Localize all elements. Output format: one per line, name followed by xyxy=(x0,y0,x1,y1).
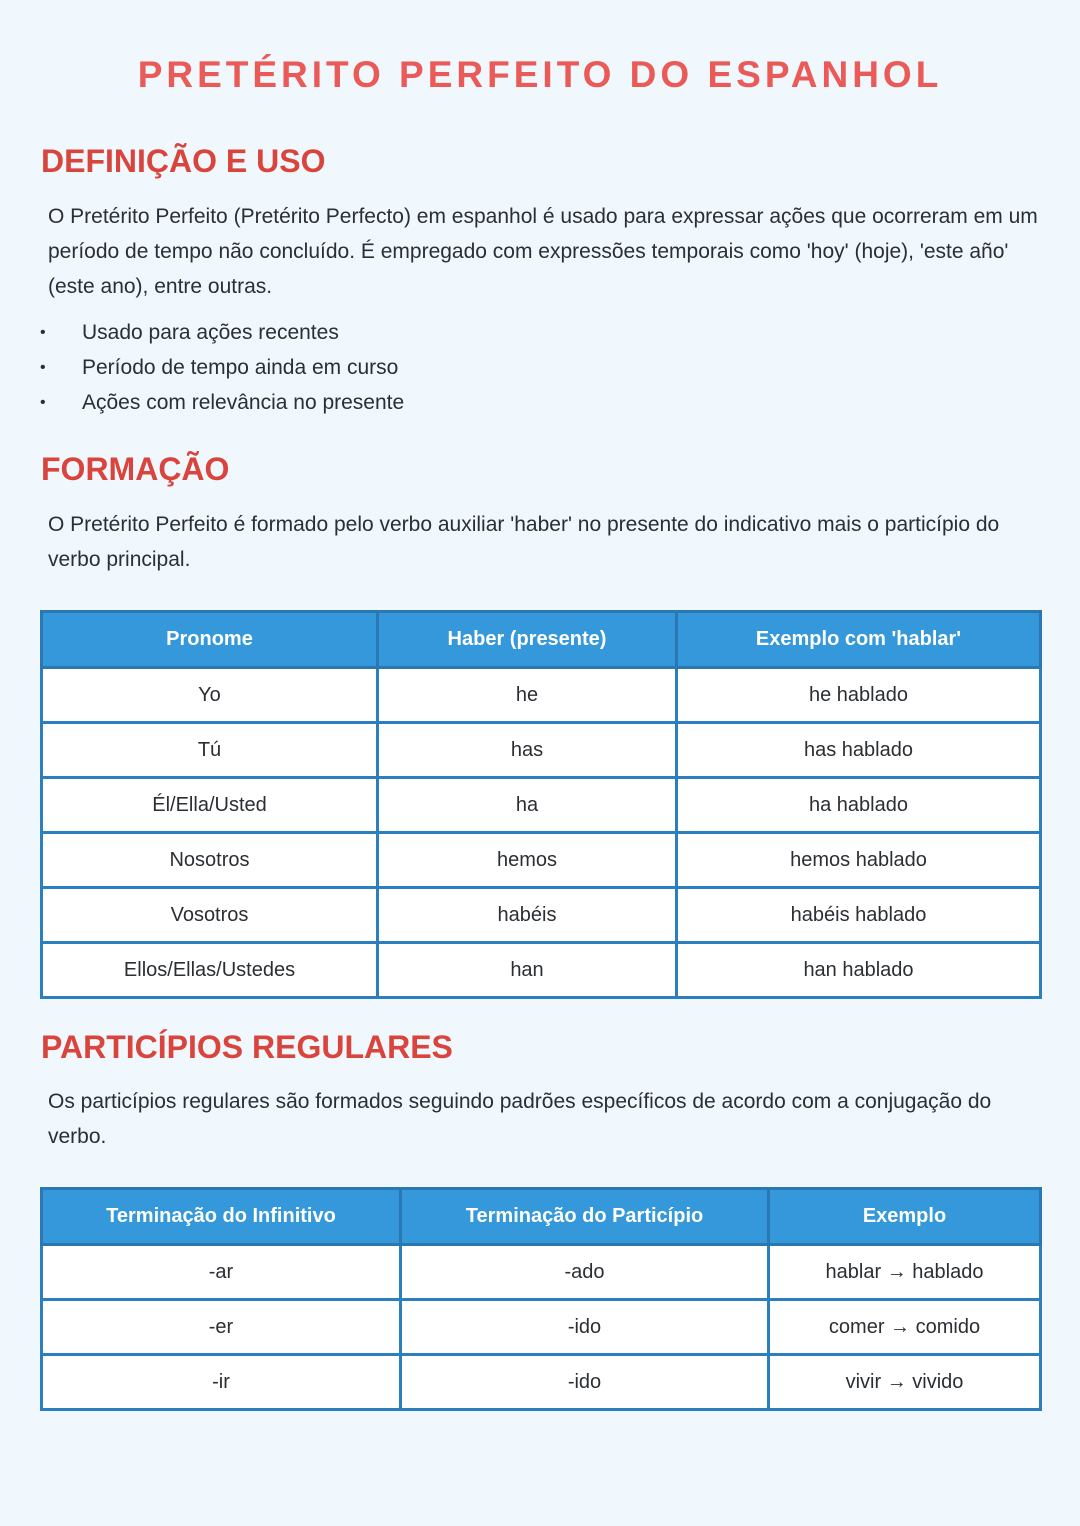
column-header: Terminação do Infinitivo xyxy=(42,1189,401,1245)
conjugation-table xyxy=(40,610,1042,999)
table-cell: ha hablado xyxy=(677,778,1041,833)
table-cell: he xyxy=(378,668,677,723)
table-row xyxy=(42,943,1041,998)
table-row xyxy=(42,1355,1041,1410)
table-cell: he hablado xyxy=(677,668,1041,723)
table-row xyxy=(42,668,1041,723)
participles-heading: PARTICÍPIOS REGULARES xyxy=(41,1029,453,1065)
definition-paragraph: O Pretérito Perfeito (Pretérito Perfecto) em espanhol é usado para expressar ações que ocorreram em um período de tempo não concluído. É empregado com expressões temporais como 'hoy' (hoje), 'este año' (este ano), entre outras. xyxy=(48,205,1038,298)
table-row xyxy=(42,1300,1041,1355)
bullet-icon: • xyxy=(40,324,46,341)
bullet-item xyxy=(40,385,404,420)
table-row xyxy=(42,888,1041,943)
participles-paragraph: Os particípios regulares são formados seguindo padrões específicos de acordo com a conjugação do verbo. xyxy=(48,1090,992,1148)
table-cell: habéis hablado xyxy=(677,888,1041,943)
table-row xyxy=(42,833,1041,888)
table-header-row xyxy=(42,1189,1041,1245)
table-cell: ha xyxy=(378,778,677,833)
table-cell: comer → comido xyxy=(769,1300,1041,1355)
column-header: Exemplo xyxy=(769,1189,1041,1245)
definition-bullet-list xyxy=(40,315,404,420)
table-row xyxy=(42,1245,1041,1300)
formation-heading: FORMAÇÃO xyxy=(41,451,230,487)
table-cell: -ido xyxy=(401,1300,769,1355)
table-cell: Yo xyxy=(42,668,378,723)
table-row xyxy=(42,778,1041,833)
table-cell: -ar xyxy=(42,1245,401,1300)
table-cell: has xyxy=(378,723,677,778)
table-cell: -ado xyxy=(401,1245,769,1300)
table-cell: vivir → vivido xyxy=(769,1355,1041,1410)
bullet-text: Ações com relevância no presente xyxy=(82,391,405,414)
table-cell: -er xyxy=(42,1300,401,1355)
table-cell: Nosotros xyxy=(42,833,378,888)
column-header: Pronome xyxy=(42,612,378,668)
table-cell: hemos hablado xyxy=(677,833,1041,888)
bullet-icon: • xyxy=(40,394,46,411)
bullet-item xyxy=(40,350,404,385)
definition-heading: DEFINIÇÃO E USO xyxy=(41,143,326,179)
table-cell: has hablado xyxy=(677,723,1041,778)
bullet-text: Usado para ações recentes xyxy=(82,321,339,344)
table-cell: Él/Ella/Usted xyxy=(42,778,378,833)
column-header: Exemplo com 'hablar' xyxy=(677,612,1041,668)
bullet-text: Período de tempo ainda em curso xyxy=(82,356,399,379)
table-cell: Tú xyxy=(42,723,378,778)
column-header: Terminação do Particípio xyxy=(401,1189,769,1245)
table-row xyxy=(42,723,1041,778)
table-cell: -ido xyxy=(401,1355,769,1410)
bullet-icon: • xyxy=(40,359,46,376)
bullet-item xyxy=(40,315,404,350)
table-cell: hablar → hablado xyxy=(769,1245,1041,1300)
table-cell: habéis xyxy=(378,888,677,943)
page-title: PRETÉRITO PERFEITO DO ESPANHOL xyxy=(137,54,943,95)
table-header-row xyxy=(42,612,1041,668)
column-header: Haber (presente) xyxy=(378,612,677,668)
table-cell: Vosotros xyxy=(42,888,378,943)
participles-table xyxy=(40,1187,1042,1411)
table-cell: -ir xyxy=(42,1355,401,1410)
table-cell: hemos xyxy=(378,833,677,888)
formation-paragraph: O Pretérito Perfeito é formado pelo verbo auxiliar 'haber' no presente do indicativo mais o particípio do verbo principal. xyxy=(48,513,1000,571)
table-cell: Ellos/Ellas/Ustedes xyxy=(42,943,378,998)
table-cell: han xyxy=(378,943,677,998)
table-cell: han hablado xyxy=(677,943,1041,998)
